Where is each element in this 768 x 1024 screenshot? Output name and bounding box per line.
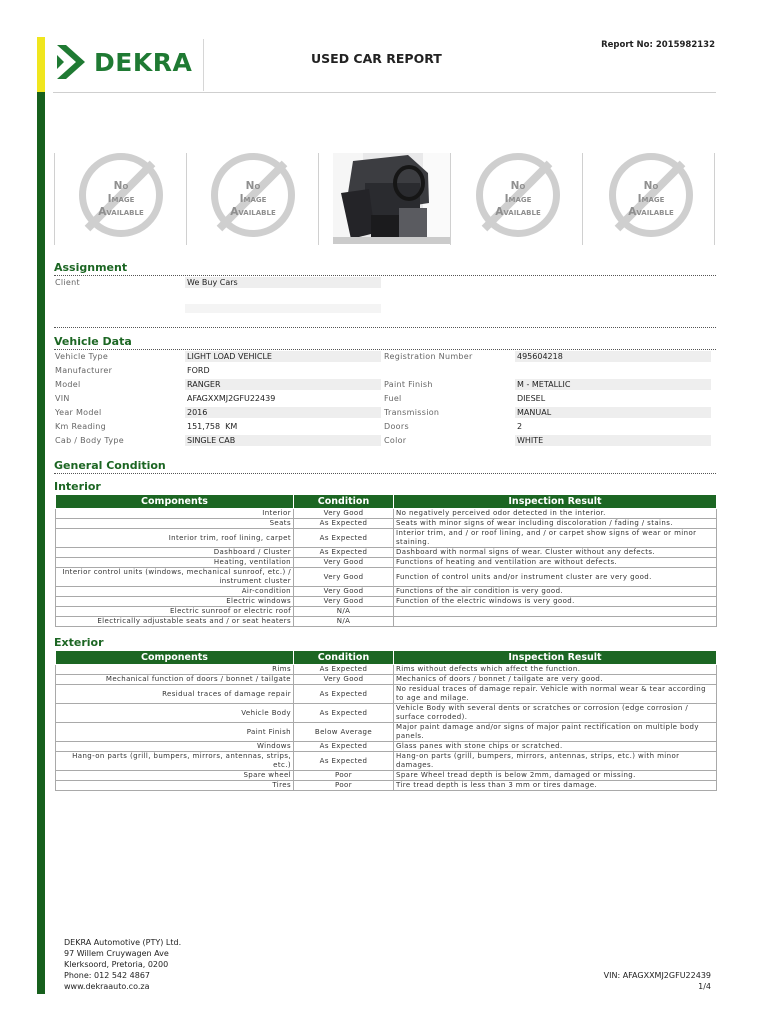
inspection-result-cell (394, 607, 717, 617)
address-city: Klerksoord, Pretoria, 0200 (64, 960, 169, 969)
component-cell: Residual traces of damage repair (56, 685, 294, 704)
inspection-result-cell: Glass panes with stone chips or scratched. (394, 742, 717, 752)
table-row (56, 781, 717, 791)
table-row (56, 704, 717, 723)
table-row (56, 548, 717, 558)
client-label: Client (55, 278, 80, 287)
no-image-text-1: No (510, 180, 526, 192)
condition-cell: N/A (294, 607, 394, 617)
component-cell: Paint Finish (56, 723, 294, 742)
cab-body-type-label: Cab / Body Type (55, 436, 124, 445)
table-header-row (56, 495, 717, 509)
km-reading-label: Km Reading (55, 422, 107, 431)
section-divider (54, 327, 716, 328)
no-image-text-3: Available (628, 206, 674, 218)
inspection-result-cell: Dashboard with normal signs of wear. Cluster without any defects. (394, 548, 717, 558)
assignment-title: Assignment (54, 261, 128, 274)
interior-table-body (56, 509, 717, 627)
component-cell: Spare wheel (56, 771, 294, 781)
manufacturer-label: Manufacturer (55, 366, 113, 375)
interior-table (55, 494, 717, 627)
condition-cell: As Expected (294, 665, 394, 675)
logo-text: DEKRA (94, 47, 193, 77)
inspection-result-cell: Vehicle Body with several dents or scratches or corrosion (edge corrosion / surface corroded). (394, 704, 717, 723)
report-number: Report No: 2015982132 (601, 40, 715, 50)
condition-cell: As Expected (294, 548, 394, 558)
table-row (56, 665, 717, 675)
photo-divider (714, 153, 715, 245)
client-value: We Buy Cars (187, 278, 238, 287)
fuel-label: Fuel (384, 394, 402, 403)
vehicle-type-value: LIGHT LOAD VEHICLE (187, 352, 272, 361)
table-row (56, 519, 717, 529)
photo-divider (318, 153, 319, 245)
photo-strip (53, 153, 716, 246)
field-background (185, 407, 381, 418)
inspection-result-header: Inspection Result (394, 651, 717, 665)
table-row (56, 587, 717, 597)
component-cell: Rims (56, 665, 294, 675)
header-divider (203, 39, 204, 91)
component-cell: Interior trim, roof lining, carpet (56, 529, 294, 548)
inspection-result-cell: Functions of the air condition is very good. (394, 587, 717, 597)
model-value: RANGER (187, 380, 221, 389)
component-cell: Windows (56, 742, 294, 752)
condition-header: Condition (294, 651, 394, 665)
table-row (56, 723, 717, 742)
condition-cell: As Expected (294, 752, 394, 771)
exterior-title: Exterior (54, 636, 104, 649)
no-image-text-2: Image (107, 193, 135, 205)
condition-cell: Very Good (294, 675, 394, 685)
general-condition-title: General Condition (54, 459, 166, 472)
condition-cell: Very Good (294, 558, 394, 568)
no-image-text-2: Image (239, 193, 267, 205)
section-divider (54, 275, 716, 276)
section-divider (54, 349, 716, 350)
condition-cell: As Expected (294, 742, 394, 752)
fuel-value: DIESEL (517, 394, 546, 403)
table-row (56, 771, 717, 781)
transmission-value: MANUAL (517, 408, 552, 417)
component-cell: Heating, ventilation (56, 558, 294, 568)
model-label: Model (55, 380, 81, 389)
no-image-text-1: No (113, 180, 129, 192)
vin-label: VIN (55, 394, 70, 403)
no-image-text-2: Image (504, 193, 532, 205)
inspection-result-cell: No residual traces of damage repair. Vehicle with normal wear & tear according to age and milage. (394, 685, 717, 704)
condition-cell: Poor (294, 781, 394, 791)
exterior-table-body (56, 665, 717, 791)
dekra-logo (57, 45, 192, 79)
address-street: 97 Willem Cruywagen Ave (64, 949, 169, 958)
table-row (56, 529, 717, 548)
field-background (515, 435, 711, 446)
exterior-table (55, 650, 717, 791)
condition-cell: As Expected (294, 704, 394, 723)
no-image-text-1: No (643, 180, 659, 192)
doors-value: 2 (517, 422, 523, 431)
inspection-result-cell: Function of the electric windows is very good. (394, 597, 717, 607)
no-image-text-3: Available (98, 206, 144, 218)
registration-number-label: Registration Number (384, 352, 473, 361)
vehicle-type-label: Vehicle Type (55, 352, 109, 361)
accent-bar-green (37, 92, 45, 994)
inspection-result-cell: Seats with minor signs of wear including discoloration / fading / stains. (394, 519, 717, 529)
year-model-label: Year Model (55, 408, 102, 417)
inspection-result-cell: Functions of heating and ventilation are without defects. (394, 558, 717, 568)
field-background (185, 304, 381, 313)
table-row (56, 509, 717, 519)
section-divider (54, 473, 716, 474)
inspection-result-cell: No negatively perceived odor detected in the interior. (394, 509, 717, 519)
page-number: 1/4 (698, 982, 711, 991)
component-cell: Interior control units (windows, mechanical sunroof, etc.) / instrument cluster (56, 568, 294, 587)
table-row (56, 742, 717, 752)
cab-body-type-value: SINGLE CAB (187, 436, 236, 445)
manufacturer-value: FORD (187, 366, 210, 375)
paint-finish-label: Paint Finish (384, 380, 433, 389)
no-image-text-1: No (245, 180, 261, 192)
condition-cell: Very Good (294, 568, 394, 587)
table-row (56, 607, 717, 617)
year-model-value: 2016 (187, 408, 208, 417)
dekra-logo-icon (57, 45, 87, 79)
inspection-result-cell: Tire tread depth is less than 3 mm or tires damage. (394, 781, 717, 791)
condition-cell: As Expected (294, 529, 394, 548)
condition-cell: Very Good (294, 509, 394, 519)
table-row (56, 752, 717, 771)
inspection-result-header: Inspection Result (394, 495, 717, 509)
no-image-placeholder[interactable] (54, 153, 172, 245)
no-image-placeholder[interactable] (186, 153, 304, 245)
website-link[interactable]: www.dekraauto.co.za (64, 982, 150, 991)
photo-divider (582, 153, 583, 245)
component-cell: Mechanical function of doors / bonnet / tailgate (56, 675, 294, 685)
table-row (56, 558, 717, 568)
inspection-result-cell (394, 617, 717, 627)
component-cell: Hang-on parts (grill, bumpers, mirrors, antennas, strips, etc.) (56, 752, 294, 771)
component-cell: Tires (56, 781, 294, 791)
no-image-text-3: Available (230, 206, 276, 218)
condition-cell: As Expected (294, 685, 394, 704)
registration-number-value: 495604218 (517, 352, 563, 361)
inspection-result-cell: Mechanics of doors / bonnet / tailgate are very good. (394, 675, 717, 685)
footer-vin: VIN: AFAGXXMJ2GFU22439 (603, 971, 711, 980)
condition-cell: Poor (294, 771, 394, 781)
condition-cell: Below Average (294, 723, 394, 742)
condition-cell: Very Good (294, 597, 394, 607)
no-image-text-3: Available (495, 206, 541, 218)
table-row (56, 617, 717, 627)
condition-cell: N/A (294, 617, 394, 627)
component-cell: Electric sunroof or electric roof (56, 607, 294, 617)
component-cell: Electrically adjustable seats and / or seat heaters (56, 617, 294, 627)
inspection-result-cell: Function of control units and/or instrument cluster are very good. (394, 568, 717, 587)
table-header-row (56, 651, 717, 665)
table-row (56, 568, 717, 587)
transmission-label: Transmission (384, 408, 440, 417)
no-image-placeholder[interactable] (584, 153, 702, 245)
no-image-text-2: Image (637, 193, 665, 205)
inspection-result-cell: Rims without defects which affect the function. (394, 665, 717, 675)
color-label: Color (384, 436, 407, 445)
component-cell: Electric windows (56, 597, 294, 607)
table-row (56, 675, 717, 685)
company-name: DEKRA Automotive (PTY) Ltd. (64, 938, 182, 947)
accent-bar-yellow (37, 37, 45, 92)
components-header: Components (56, 495, 294, 509)
inspection-result-cell: Spare Wheel tread depth is below 2mm, damaged or missing. (394, 771, 717, 781)
interior-title: Interior (54, 480, 101, 493)
condition-header: Condition (294, 495, 394, 509)
table-row (56, 685, 717, 704)
vehicle-data-title: Vehicle Data (54, 335, 132, 348)
component-cell: Dashboard / Cluster (56, 548, 294, 558)
footer-right (604, 970, 711, 992)
component-cell: Interior (56, 509, 294, 519)
inspection-result-cell: Major paint damage and/or signs of major paint rectification on multiple body panels. (394, 723, 717, 742)
page-title: USED CAR REPORT (311, 51, 442, 66)
vin-value: AFAGXXMJ2GFU22439 (187, 394, 276, 403)
car-interior-image (333, 153, 450, 244)
car-interior-photo[interactable] (333, 153, 450, 244)
condition-cell: As Expected (294, 519, 394, 529)
km-reading-value: 151,758 KM (187, 422, 238, 431)
phone-number: Phone: 012 542 4867 (64, 971, 151, 980)
table-row (56, 597, 717, 607)
condition-cell: Very Good (294, 587, 394, 597)
color-value: WHITE (517, 436, 544, 445)
inspection-result-cell: Hang-on parts (grill, bumpers, mirrors, antennas, strips, etc.) with minor damages. (394, 752, 717, 771)
report-header (53, 37, 716, 93)
no-image-placeholder[interactable] (451, 153, 569, 245)
component-cell: Air-condition (56, 587, 294, 597)
inspection-result-cell: Interior trim, and / or roof lining, and / or carpet show signs of wear or minor staining. (394, 529, 717, 548)
doors-label: Doors (384, 422, 409, 431)
component-cell: Vehicle Body (56, 704, 294, 723)
components-header: Components (56, 651, 294, 665)
component-cell: Seats (56, 519, 294, 529)
company-address (64, 937, 181, 992)
paint-finish-value: M - METALLIC (517, 380, 571, 389)
